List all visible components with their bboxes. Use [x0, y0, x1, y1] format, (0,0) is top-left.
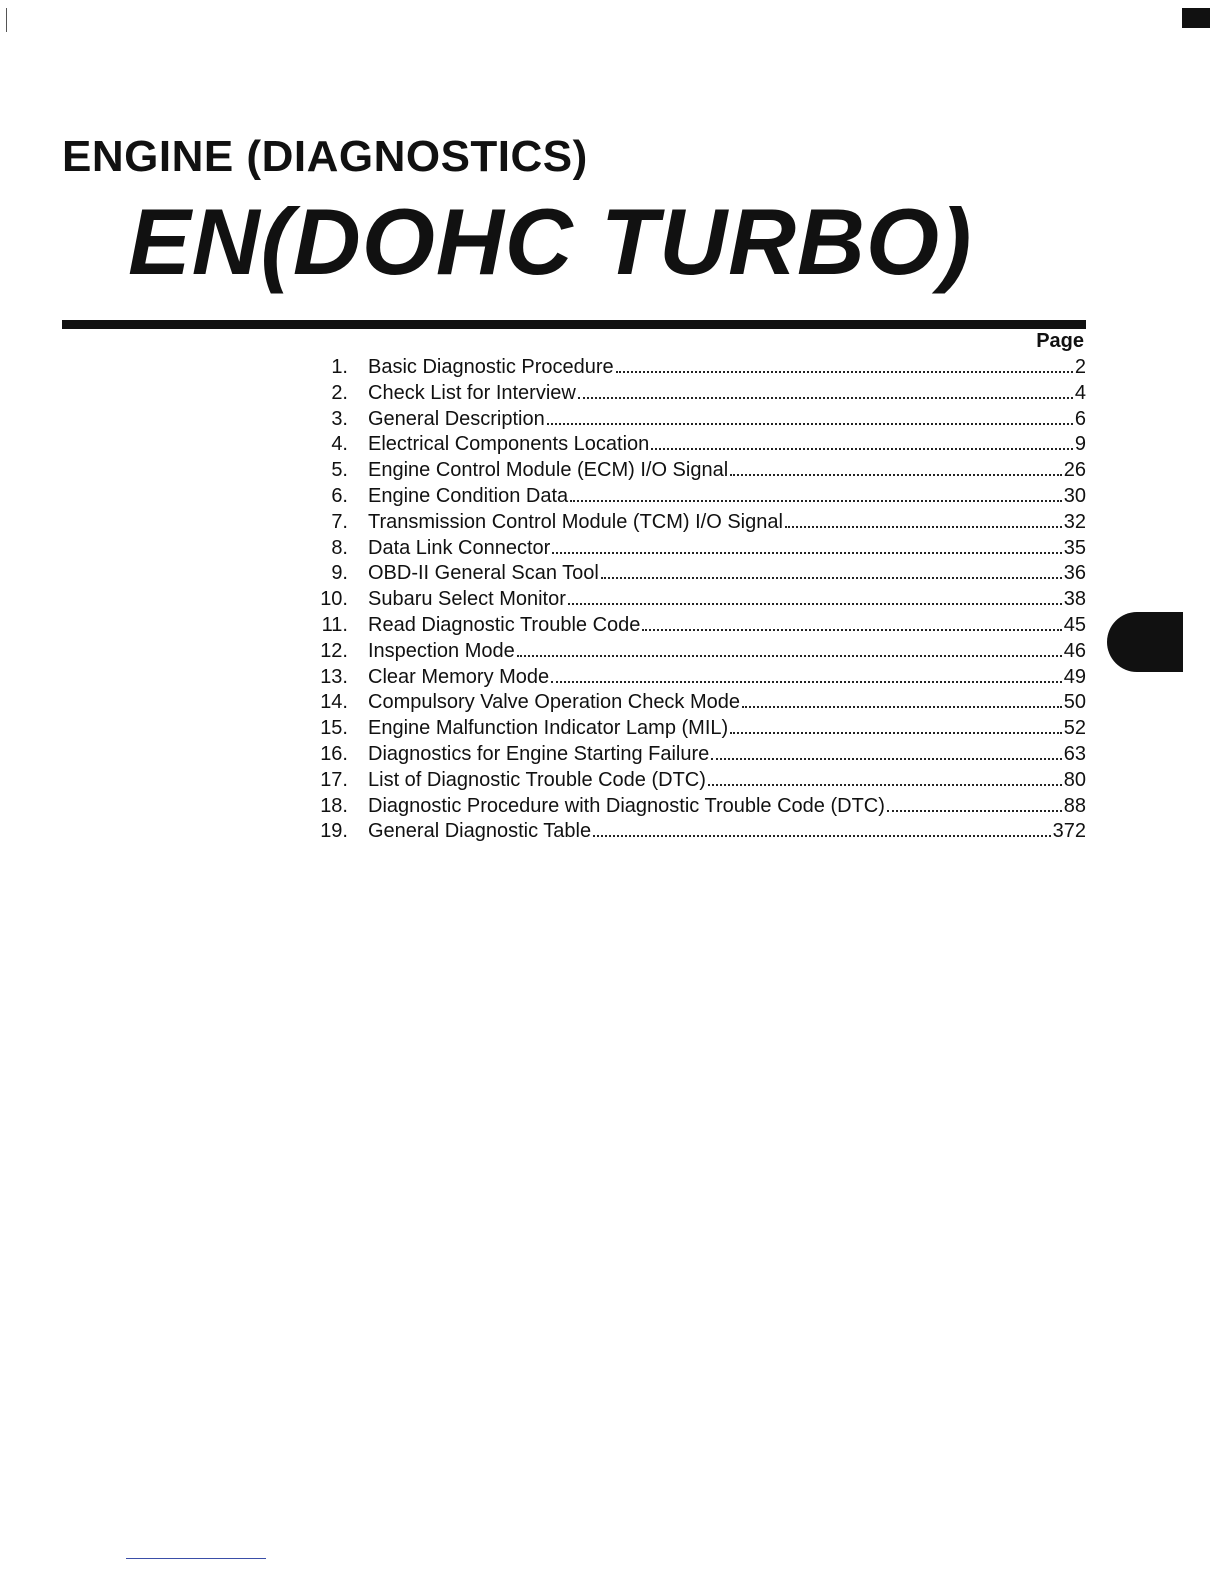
toc-entry[interactable] [296, 510, 1086, 536]
toc-entry-page: 2 [1074, 356, 1086, 378]
toc-entry[interactable] [296, 458, 1086, 484]
toc-dot-leader [887, 810, 1062, 812]
toc-entry-number: 17. [320, 768, 348, 791]
toc-entry-page: 88 [1063, 794, 1086, 817]
toc-entry-number: 15. [320, 717, 348, 740]
toc-entry-title: Data Link Connector [368, 536, 551, 559]
toc-entry-title: Transmission Control Module (TCM) I/O Signal [368, 510, 783, 533]
section-code-title: EN(DOHC TURBO) [128, 189, 973, 294]
scan-edge-mark [6, 8, 7, 32]
toc-entry-page: 45 [1063, 613, 1086, 636]
toc-entry-number: 2. [331, 381, 348, 404]
toc-dot-leader [570, 500, 1062, 502]
toc-entry[interactable] [296, 407, 1086, 433]
toc-entry-page: 52 [1063, 717, 1086, 740]
toc-entry[interactable] [296, 432, 1086, 458]
toc-dot-leader [616, 371, 1073, 373]
toc-dot-leader [551, 681, 1062, 683]
toc-entry-title: Electrical Components Location [368, 433, 650, 456]
toc-entry-title: Basic Diagnostic Procedure [368, 356, 614, 378]
toc-entry-number: 3. [331, 407, 348, 430]
toc-entry-title: General Description [368, 407, 545, 430]
toc-entry-number: 14. [320, 691, 348, 714]
toc-entry-number: 16. [320, 742, 348, 765]
toc-entry-number: 11. [321, 613, 348, 636]
toc-entry-number: 19. [320, 820, 348, 843]
section-thumb-tab [1107, 612, 1183, 672]
toc-entry-number: 1. [331, 356, 348, 378]
toc-entry-title: Engine Malfunction Indicator Lamp (MIL) [368, 717, 729, 740]
toc-entry-page: 63 [1063, 742, 1086, 765]
toc-entry-page: 46 [1063, 639, 1086, 662]
toc-entry[interactable] [296, 613, 1086, 639]
toc-entry-page: 49 [1063, 665, 1086, 688]
toc-entry[interactable] [296, 690, 1086, 716]
toc-entry-number: 9. [331, 562, 348, 585]
corner-tab-mark [1182, 8, 1210, 28]
toc-entry-number: 12. [320, 639, 348, 662]
toc-entry-page: 38 [1063, 588, 1086, 611]
toc-entry-title: General Diagnostic Table [368, 820, 592, 843]
toc-entry-number: 5. [331, 459, 348, 482]
toc-entry-title: Diagnostics for Engine Starting Failure [368, 742, 710, 765]
toc-dot-leader [742, 706, 1062, 708]
toc-entry-page: 4 [1074, 381, 1086, 404]
toc-entry-number: 10. [320, 588, 348, 611]
toc-entry[interactable] [296, 742, 1086, 768]
toc-dot-leader [730, 474, 1062, 476]
toc-entry[interactable] [296, 819, 1086, 845]
toc-entry-number: 8. [331, 536, 348, 559]
toc-entry-page: 32 [1063, 510, 1086, 533]
toc-entry-title: Diagnostic Procedure with Diagnostic Trouble Code (DTC) [368, 794, 885, 817]
toc-entry[interactable] [296, 768, 1086, 794]
toc-entry-page: 36 [1063, 562, 1086, 585]
toc-entry-title: OBD-II General Scan Tool [368, 562, 599, 585]
table-of-contents [296, 355, 1086, 845]
page-column-label: Page [1036, 330, 1084, 352]
toc-entry-number: 18. [320, 794, 348, 817]
header-rule [62, 320, 1086, 329]
toc-entry-title: Check List for Interview [368, 381, 576, 404]
toc-entry[interactable] [296, 587, 1086, 613]
toc-dot-leader [785, 526, 1062, 528]
toc-dot-leader [547, 423, 1073, 425]
section-title: ENGINE (DIAGNOSTICS) [62, 132, 588, 181]
toc-entry-title: Engine Control Module (ECM) I/O Signal [368, 459, 729, 482]
toc-entry-number: 6. [331, 484, 348, 507]
toc-entry-page: 30 [1063, 484, 1086, 507]
toc-entry-number: 7. [331, 510, 348, 533]
toc-entry-title: List of Diagnostic Trouble Code (DTC) [368, 768, 706, 791]
toc-entry-page: 372 [1052, 820, 1086, 843]
toc-dot-leader [578, 397, 1073, 399]
toc-entry-title: Read Diagnostic Trouble Code [368, 613, 641, 636]
toc-dot-leader [708, 784, 1062, 786]
toc-entry[interactable] [296, 639, 1086, 665]
toc-entry-page: 35 [1063, 536, 1086, 559]
toc-entry-number: 13. [320, 665, 348, 688]
toc-entry[interactable] [296, 484, 1086, 510]
toc-entry-page: 6 [1074, 407, 1086, 430]
toc-entry[interactable] [296, 381, 1086, 407]
toc-entry-page: 9 [1074, 433, 1086, 456]
toc-dot-leader [568, 603, 1062, 605]
toc-entry-page: 50 [1063, 691, 1086, 714]
toc-dot-leader [642, 629, 1061, 631]
toc-dot-leader [711, 758, 1061, 760]
toc-dot-leader [601, 577, 1062, 579]
toc-dot-leader [730, 732, 1062, 734]
toc-entry[interactable] [296, 355, 1086, 381]
toc-entry[interactable] [296, 716, 1086, 742]
toc-entry-title: Clear Memory Mode [368, 665, 550, 688]
toc-dot-leader [593, 835, 1051, 837]
toc-entry-number: 4. [331, 433, 348, 456]
toc-entry-title: Inspection Mode [368, 639, 515, 662]
toc-entry[interactable] [296, 561, 1086, 587]
toc-entry-title: Compulsory Valve Operation Check Mode [368, 691, 741, 714]
toc-dot-leader [517, 655, 1062, 657]
toc-entry-title: Engine Condition Data [368, 484, 569, 507]
toc-entry-page: 26 [1063, 459, 1086, 482]
toc-entry[interactable] [296, 794, 1086, 820]
toc-entry[interactable] [296, 536, 1086, 562]
toc-dot-leader [552, 552, 1061, 554]
toc-entry[interactable] [296, 665, 1086, 691]
footer-line [126, 1558, 266, 1559]
toc-entry-title: Subaru Select Monitor [368, 588, 566, 611]
toc-dot-leader [651, 448, 1073, 450]
toc-entry-page: 80 [1063, 768, 1086, 791]
